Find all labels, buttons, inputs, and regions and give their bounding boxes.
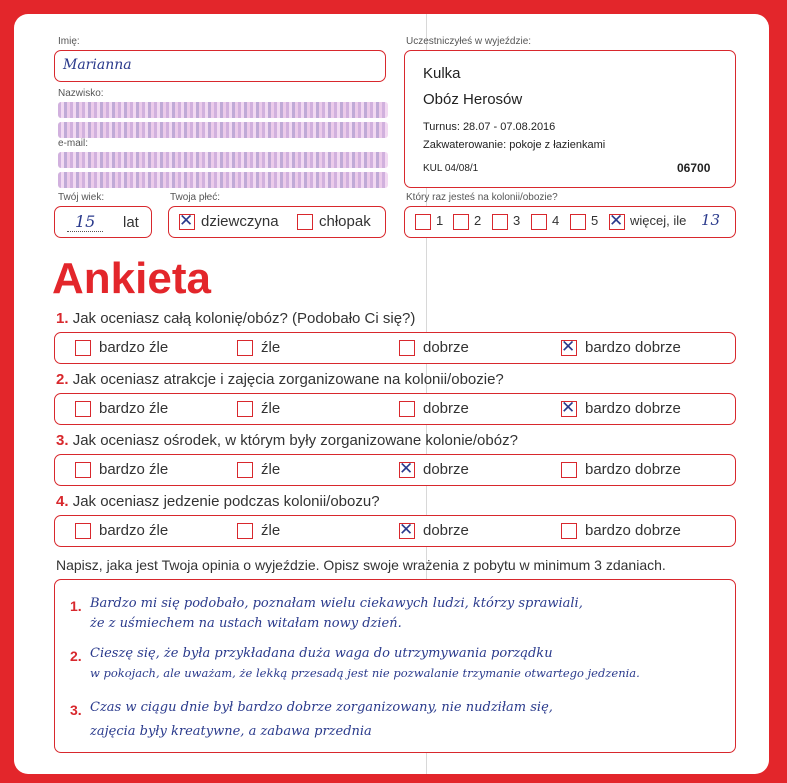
visit-checkbox-more[interactable] — [609, 214, 625, 230]
age-value: 15 — [67, 212, 103, 232]
q3-option-bardzo-zle: bardzo źle — [99, 461, 169, 478]
visit-checkbox-1[interactable] — [415, 214, 431, 230]
gender-label: Twoja płeć: — [170, 192, 221, 203]
q3-option-bardzo-dobrze: bardzo dobrze — [585, 461, 681, 478]
question-3-label: Jak oceniasz ośrodek, w którym były zorganizowane kolonie/obóz? — [72, 432, 518, 449]
opinion-line-3: Cieszę się, że była przykładana duża waga do utrzymywania porządku — [90, 646, 553, 661]
visit-option-1: 1 — [436, 213, 444, 228]
q4-option-zle: źle — [261, 522, 281, 539]
opinion-line-5: Czas w ciągu dnie był bardzo dobrze zorganizowany, nie nudziłam się, — [90, 700, 553, 715]
visit-checkbox-4[interactable] — [531, 214, 547, 230]
email-redacted — [58, 152, 388, 168]
opinion-number-2: 2. — [70, 648, 82, 664]
question-1-text — [56, 310, 415, 327]
q3-checkbox-zle[interactable] — [237, 462, 253, 478]
q3-checkbox-bardzo-dobrze[interactable] — [561, 462, 577, 478]
q2-checkbox-bardzo-zle[interactable] — [75, 401, 91, 417]
q2-option-bardzo-dobrze: bardzo dobrze — [585, 400, 681, 417]
visit-checkbox-5[interactable] — [570, 214, 586, 230]
q4-checkbox-bardzo-dobrze[interactable] — [561, 523, 577, 539]
participant-box — [404, 50, 736, 188]
question-3-options — [54, 454, 736, 486]
participant-label: Uczestniczyłeś w wyjeździe: — [406, 36, 532, 47]
q4-checkbox-bardzo-zle[interactable] — [75, 523, 91, 539]
last-name-redacted-2 — [58, 122, 388, 138]
q2-option-zle: źle — [261, 400, 281, 417]
q1-checkbox-bardzo-zle[interactable] — [75, 340, 91, 356]
visit-option-2: 2 — [474, 213, 482, 228]
gender-checkbox-girl[interactable] — [179, 214, 195, 230]
visit-checkbox-3[interactable] — [492, 214, 508, 230]
gender-checkbox-boy[interactable] — [297, 214, 313, 230]
opinion-number-1: 1. — [70, 598, 82, 614]
visits-field — [404, 206, 736, 238]
question-4-number: 4. — [56, 493, 69, 510]
opinion-number-3: 3. — [70, 702, 82, 718]
gender-option-boy: chłopak — [319, 213, 371, 230]
q2-option-dobrze: dobrze — [423, 400, 469, 417]
q2-checkbox-zle[interactable] — [237, 401, 253, 417]
age-unit: lat — [123, 214, 139, 231]
question-4-options — [54, 515, 736, 547]
opinion-line-1: Bardzo mi się podobało, poznałam wielu ciekawych ludzi, którzy sprawiali, — [90, 596, 583, 611]
question-1-label: Jak oceniasz całą kolonię/obóz? (Podobało Ci się?) — [72, 310, 416, 327]
email-redacted-2 — [58, 172, 388, 188]
question-3-number: 3. — [56, 432, 69, 449]
turnus: Turnus: 28.07 - 07.08.2016 — [423, 121, 556, 133]
visit-option-3: 3 — [513, 213, 521, 228]
visit-checkbox-2[interactable] — [453, 214, 469, 230]
age-label: Twój wiek: — [58, 192, 105, 203]
participant-name: Kulka — [423, 65, 461, 82]
q4-checkbox-dobrze[interactable] — [399, 523, 415, 539]
question-1-number: 1. — [56, 310, 69, 327]
first-name-value: Marianna — [63, 57, 132, 73]
q4-option-bardzo-dobrze: bardzo dobrze — [585, 522, 681, 539]
q1-option-bardzo-zle: bardzo źle — [99, 339, 169, 356]
q3-checkbox-dobrze[interactable] — [399, 462, 415, 478]
q1-option-zle: źle — [261, 339, 281, 356]
question-2-number: 2. — [56, 371, 69, 388]
q2-checkbox-dobrze[interactable] — [399, 401, 415, 417]
q2-option-bardzo-zle: bardzo źle — [99, 400, 169, 417]
visit-option-more: więcej, ile — [630, 213, 687, 228]
email-label: e-mail: — [58, 138, 89, 149]
question-3-text — [56, 432, 518, 449]
q1-checkbox-bardzo-dobrze[interactable] — [561, 340, 577, 356]
camp-code: KUL 04/08/1 — [423, 163, 479, 174]
first-name-label: Imię: — [58, 36, 80, 47]
q1-checkbox-zle[interactable] — [237, 340, 253, 356]
accommodation: Zakwaterowanie: pokoje z łazienkami — [423, 139, 606, 151]
opinion-line-6: zajęcia były kreatywne, a zabawa przednia — [90, 724, 372, 739]
q2-checkbox-bardzo-dobrze[interactable] — [561, 401, 577, 417]
q3-option-zle: źle — [261, 461, 281, 478]
q1-option-bardzo-dobrze: bardzo dobrze — [585, 339, 681, 356]
question-2-options — [54, 393, 736, 425]
last-name-redacted — [58, 102, 388, 118]
age-field[interactable] — [54, 206, 152, 238]
question-4-label: Jak oceniasz jedzenie podczas kolonii/obozu? — [72, 493, 380, 510]
camp-name: Obóz Herosów — [423, 91, 523, 108]
opinion-line-4: w pokojach, ale uważam, że lekką przesadą jest nie pozwalanie trzymanie otwartego jedzenia. — [90, 666, 640, 680]
question-2-text — [56, 371, 504, 388]
q1-option-dobrze: dobrze — [423, 339, 469, 356]
question-4-text — [56, 493, 380, 510]
gender-field — [168, 206, 386, 238]
q3-option-dobrze: dobrze — [423, 461, 469, 478]
visit-more-value: 13 — [701, 211, 721, 229]
q3-checkbox-bardzo-zle[interactable] — [75, 462, 91, 478]
last-name-label: Nazwisko: — [58, 88, 104, 99]
q4-checkbox-zle[interactable] — [237, 523, 253, 539]
opinion-line-2: że z uśmiechem na ustach witałam nowy dzień. — [90, 616, 402, 631]
q4-option-bardzo-zle: bardzo źle — [99, 522, 169, 539]
camp-number: 06700 — [677, 161, 711, 175]
q4-option-dobrze: dobrze — [423, 522, 469, 539]
gender-option-girl: dziewczyna — [201, 213, 279, 230]
opinion-prompt: Napisz, jaka jest Twoja opinia o wyjeździe. Opisz swoje wrażenia z pobytu w minimum 3 zdaniach. — [56, 557, 666, 573]
visit-option-5: 5 — [591, 213, 599, 228]
question-1-options — [54, 332, 736, 364]
visits-label: Który raz jesteś na kolonii/obozie? — [406, 192, 558, 203]
question-2-label: Jak oceniasz atrakcje i zajęcia zorganizowane na kolonii/obozie? — [72, 371, 504, 388]
survey-form — [14, 14, 769, 774]
q1-checkbox-dobrze[interactable] — [399, 340, 415, 356]
survey-title: Ankieta — [52, 254, 211, 303]
first-name-field[interactable] — [54, 50, 386, 82]
visit-option-4: 4 — [552, 213, 560, 228]
